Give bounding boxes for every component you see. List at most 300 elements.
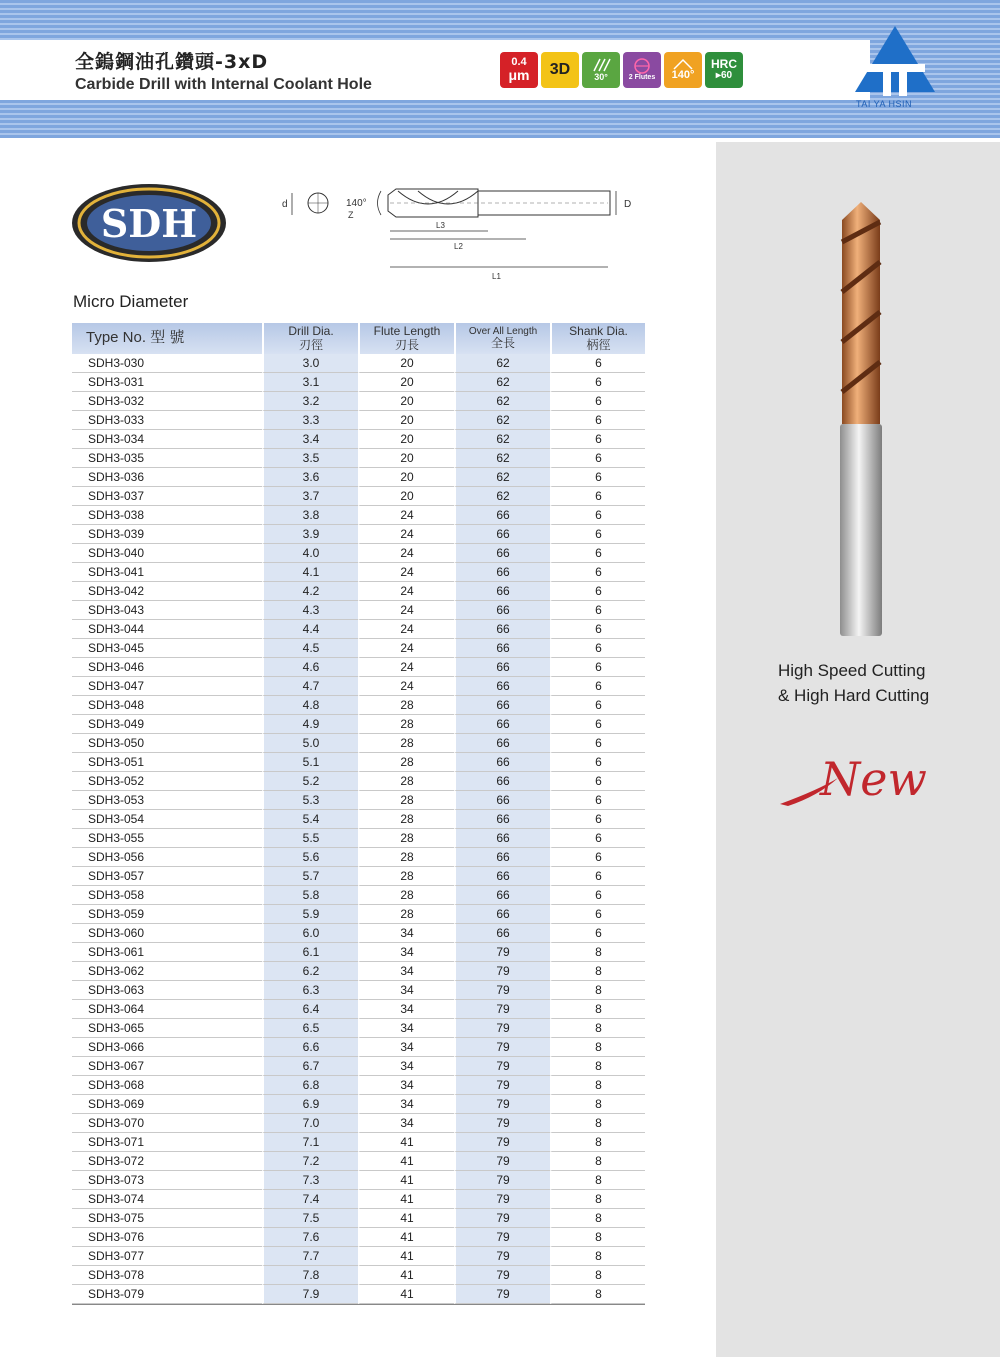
title-chinese: 全鎢鋼油孔鑽頭-3xD [75, 51, 269, 73]
cell-drill-dia: 3.4 [262, 430, 358, 449]
cell-overall-length: 79 [454, 1285, 550, 1304]
cell-overall-length: 66 [454, 563, 550, 582]
cell-type-no: SDH3-063 [72, 981, 262, 1000]
sdh-logo-text: SDH [100, 201, 198, 246]
table-row [72, 1228, 645, 1247]
cell-type-no: SDH3-061 [72, 943, 262, 962]
cell-overall-length: 62 [454, 392, 550, 411]
table-row [72, 1019, 645, 1038]
cell-flute-length: 24 [358, 563, 454, 582]
cell-shank-dia: 8 [550, 981, 645, 1000]
cell-type-no: SDH3-060 [72, 924, 262, 943]
cell-drill-dia: 6.7 [262, 1057, 358, 1076]
cell-shank-dia: 6 [550, 544, 645, 563]
cell-drill-dia: 3.6 [262, 468, 358, 487]
cell-shank-dia: 8 [550, 1057, 645, 1076]
diameter-label: d [282, 199, 288, 210]
cell-drill-dia: 4.5 [262, 639, 358, 658]
cell-shank-dia: 8 [550, 1228, 645, 1247]
cell-flute-length: 34 [358, 924, 454, 943]
table-row [72, 753, 645, 772]
table-row [72, 354, 645, 373]
drill-product-image [836, 202, 886, 638]
table-row [72, 1209, 645, 1228]
badge-text: 30° [594, 72, 608, 83]
table-row [72, 677, 645, 696]
cell-shank-dia: 8 [550, 1095, 645, 1114]
cell-type-no: SDH3-065 [72, 1019, 262, 1038]
cell-type-no: SDH3-051 [72, 753, 262, 772]
table-row [72, 620, 645, 639]
cell-drill-dia: 7.1 [262, 1133, 358, 1152]
cell-drill-dia: 5.6 [262, 848, 358, 867]
cell-shank-dia: 6 [550, 734, 645, 753]
cell-type-no: SDH3-070 [72, 1114, 262, 1133]
cell-type-no: SDH3-069 [72, 1095, 262, 1114]
cell-overall-length: 79 [454, 1076, 550, 1095]
cell-flute-length: 41 [358, 1209, 454, 1228]
cell-overall-length: 79 [454, 1209, 550, 1228]
drill-dimension-diagram [278, 183, 644, 283]
cell-shank-dia: 6 [550, 430, 645, 449]
cell-overall-length: 66 [454, 506, 550, 525]
cell-shank-dia: 8 [550, 1114, 645, 1133]
cell-type-no: SDH3-033 [72, 411, 262, 430]
cell-type-no: SDH3-057 [72, 867, 262, 886]
cell-overall-length: 66 [454, 867, 550, 886]
cell-shank-dia: 6 [550, 810, 645, 829]
cell-type-no: SDH3-047 [72, 677, 262, 696]
cell-shank-dia: 6 [550, 924, 645, 943]
cell-flute-length: 28 [358, 715, 454, 734]
cell-drill-dia: 3.3 [262, 411, 358, 430]
table-row [72, 582, 645, 601]
table-row [72, 525, 645, 544]
cell-type-no: SDH3-056 [72, 848, 262, 867]
cell-overall-length: 66 [454, 905, 550, 924]
cell-type-no: SDH3-066 [72, 1038, 262, 1057]
table-row [72, 373, 645, 392]
cell-flute-length: 34 [358, 1000, 454, 1019]
cell-flute-length: 41 [358, 1171, 454, 1190]
cell-overall-length: 66 [454, 715, 550, 734]
table-row [72, 544, 645, 563]
new-label: New [820, 752, 927, 806]
cell-overall-length: 66 [454, 582, 550, 601]
point-angle-badge-icon [664, 52, 702, 88]
cell-overall-length: 79 [454, 1152, 550, 1171]
cell-flute-length: 34 [358, 1057, 454, 1076]
cell-shank-dia: 8 [550, 1152, 645, 1171]
cell-shank-dia: 8 [550, 1038, 645, 1057]
cell-drill-dia: 7.8 [262, 1266, 358, 1285]
table-row [72, 867, 645, 886]
table-row [72, 962, 645, 981]
cell-shank-dia: 8 [550, 1190, 645, 1209]
cell-shank-dia: 6 [550, 563, 645, 582]
cell-drill-dia: 7.4 [262, 1190, 358, 1209]
cell-type-no: SDH3-055 [72, 829, 262, 848]
cell-shank-dia: 6 [550, 677, 645, 696]
table-row [72, 943, 645, 962]
cell-drill-dia: 7.5 [262, 1209, 358, 1228]
cell-overall-length: 79 [454, 981, 550, 1000]
header-shank-dia [550, 323, 645, 354]
cell-drill-dia: 4.7 [262, 677, 358, 696]
cell-flute-length: 41 [358, 1133, 454, 1152]
cell-overall-length: 79 [454, 1114, 550, 1133]
cell-overall-length: 79 [454, 1171, 550, 1190]
badge-text: 2 Flutes [628, 74, 656, 82]
table-row [72, 601, 645, 620]
table-row [72, 772, 645, 791]
badge-text: ▸60 [715, 70, 733, 82]
cell-overall-length: 79 [454, 1019, 550, 1038]
cell-shank-dia: 6 [550, 639, 645, 658]
cell-flute-length: 34 [358, 981, 454, 1000]
cell-drill-dia: 5.5 [262, 829, 358, 848]
cell-overall-length: 79 [454, 1000, 550, 1019]
cell-drill-dia: 5.4 [262, 810, 358, 829]
cell-shank-dia: 8 [550, 962, 645, 981]
badge-text: HRC [711, 57, 737, 72]
table-row [72, 905, 645, 924]
table-row [72, 1057, 645, 1076]
cell-type-no: SDH3-079 [72, 1285, 262, 1304]
cell-type-no: SDH3-040 [72, 544, 262, 563]
cell-drill-dia: 5.7 [262, 867, 358, 886]
helix-angle-badge-icon [582, 52, 620, 88]
header-text: Flute Length [373, 324, 441, 339]
cell-type-no: SDH3-030 [72, 354, 262, 373]
cell-shank-dia: 8 [550, 1266, 645, 1285]
badge-text: μm [508, 67, 530, 84]
cell-drill-dia: 5.0 [262, 734, 358, 753]
table-row [72, 658, 645, 677]
cell-shank-dia: 6 [550, 848, 645, 867]
table-row [72, 734, 645, 753]
cell-flute-length: 20 [358, 392, 454, 411]
cell-drill-dia: 5.9 [262, 905, 358, 924]
cell-overall-length: 66 [454, 696, 550, 715]
cell-flute-length: 20 [358, 411, 454, 430]
cell-flute-length: 28 [358, 791, 454, 810]
table-row [72, 1000, 645, 1019]
cell-drill-dia: 4.8 [262, 696, 358, 715]
section-title: Micro Diameter [73, 292, 189, 311]
cell-flute-length: 28 [358, 772, 454, 791]
cell-overall-length: 79 [454, 943, 550, 962]
cell-type-no: SDH3-052 [72, 772, 262, 791]
cell-shank-dia: 6 [550, 658, 645, 677]
l2-label: L2 [454, 242, 463, 251]
cell-overall-length: 79 [454, 1038, 550, 1057]
cell-flute-length: 28 [358, 734, 454, 753]
cell-shank-dia: 8 [550, 1285, 645, 1304]
flutes-label: Z [348, 210, 354, 220]
table-row [72, 392, 645, 411]
cell-flute-length: 28 [358, 753, 454, 772]
cell-flute-length: 24 [358, 525, 454, 544]
cell-flute-length: 41 [358, 1285, 454, 1304]
cell-overall-length: 79 [454, 1266, 550, 1285]
table-row [72, 430, 645, 449]
cell-overall-length: 66 [454, 753, 550, 772]
cell-shank-dia: 6 [550, 715, 645, 734]
cell-flute-length: 20 [358, 430, 454, 449]
cell-type-no: SDH3-054 [72, 810, 262, 829]
title-english: Carbide Drill with Internal Coolant Hole [75, 76, 372, 93]
cell-flute-length: 20 [358, 354, 454, 373]
cell-drill-dia: 4.3 [262, 601, 358, 620]
cell-drill-dia: 3.9 [262, 525, 358, 544]
table-row [72, 411, 645, 430]
cell-shank-dia: 6 [550, 696, 645, 715]
cell-type-no: SDH3-041 [72, 563, 262, 582]
cell-type-no: SDH3-035 [72, 449, 262, 468]
cell-flute-length: 41 [358, 1190, 454, 1209]
cell-type-no: SDH3-049 [72, 715, 262, 734]
table-row [72, 563, 645, 582]
cell-drill-dia: 7.6 [262, 1228, 358, 1247]
table-row [72, 1266, 645, 1285]
cell-shank-dia: 6 [550, 468, 645, 487]
cell-flute-length: 24 [358, 658, 454, 677]
cell-overall-length: 66 [454, 601, 550, 620]
cell-overall-length: 66 [454, 848, 550, 867]
cell-drill-dia: 6.8 [262, 1076, 358, 1095]
cell-type-no: SDH3-071 [72, 1133, 262, 1152]
cell-drill-dia: 3.7 [262, 487, 358, 506]
cell-drill-dia: 7.9 [262, 1285, 358, 1304]
table-row [72, 715, 645, 734]
cell-drill-dia: 5.1 [262, 753, 358, 772]
cell-type-no: SDH3-038 [72, 506, 262, 525]
cell-type-no: SDH3-075 [72, 1209, 262, 1228]
cell-flute-length: 34 [358, 1019, 454, 1038]
hrc-badge-icon [705, 52, 743, 88]
l3-label: L3 [436, 221, 445, 230]
spec-table [72, 323, 645, 1305]
cell-type-no: SDH3-059 [72, 905, 262, 924]
cell-flute-length: 34 [358, 943, 454, 962]
cell-flute-length: 20 [358, 449, 454, 468]
cell-shank-dia: 6 [550, 601, 645, 620]
cell-shank-dia: 6 [550, 525, 645, 544]
cell-overall-length: 66 [454, 810, 550, 829]
cell-flute-length: 28 [358, 867, 454, 886]
cell-shank-dia: 6 [550, 753, 645, 772]
cell-overall-length: 66 [454, 886, 550, 905]
feature-text [778, 658, 929, 708]
cell-flute-length: 34 [358, 1095, 454, 1114]
table-row [72, 886, 645, 905]
cell-flute-length: 24 [358, 506, 454, 525]
cell-overall-length: 66 [454, 829, 550, 848]
header-text: Drill Dia. [288, 324, 334, 339]
table-row [72, 829, 645, 848]
cell-shank-dia: 8 [550, 1209, 645, 1228]
cell-drill-dia: 3.0 [262, 354, 358, 373]
cell-type-no: SDH3-045 [72, 639, 262, 658]
cell-flute-length: 34 [358, 1076, 454, 1095]
cell-shank-dia: 6 [550, 411, 645, 430]
cell-drill-dia: 5.2 [262, 772, 358, 791]
cell-shank-dia: 6 [550, 791, 645, 810]
cell-flute-length: 24 [358, 639, 454, 658]
cell-flute-length: 41 [358, 1228, 454, 1247]
cell-drill-dia: 4.9 [262, 715, 358, 734]
cell-drill-dia: 6.1 [262, 943, 358, 962]
cell-drill-dia: 6.6 [262, 1038, 358, 1057]
header-text: Type No. 型 號 [86, 329, 185, 347]
table-row [72, 506, 645, 525]
cell-type-no: SDH3-064 [72, 1000, 262, 1019]
table-row [72, 1285, 645, 1304]
cell-type-no: SDH3-068 [72, 1076, 262, 1095]
l1-label: L1 [492, 272, 501, 281]
cell-overall-length: 62 [454, 354, 550, 373]
precision-badge-icon [500, 52, 538, 88]
cell-drill-dia: 3.1 [262, 373, 358, 392]
table-row [72, 1152, 645, 1171]
cell-flute-length: 28 [358, 905, 454, 924]
table-row [72, 696, 645, 715]
cell-type-no: SDH3-032 [72, 392, 262, 411]
table-row [72, 1038, 645, 1057]
cell-drill-dia: 7.0 [262, 1114, 358, 1133]
cell-type-no: SDH3-044 [72, 620, 262, 639]
cell-type-no: SDH3-058 [72, 886, 262, 905]
flutes-badge-icon [623, 52, 661, 88]
cell-flute-length: 28 [358, 696, 454, 715]
cell-type-no: SDH3-076 [72, 1228, 262, 1247]
cell-overall-length: 66 [454, 525, 550, 544]
spec-table-header [72, 323, 645, 354]
cell-overall-length: 79 [454, 1133, 550, 1152]
table-row [72, 1190, 645, 1209]
cell-flute-length: 28 [358, 886, 454, 905]
feature-line: High Speed Cutting [778, 661, 926, 680]
table-row [72, 1171, 645, 1190]
cell-drill-dia: 4.0 [262, 544, 358, 563]
cell-overall-length: 62 [454, 411, 550, 430]
cell-shank-dia: 8 [550, 1247, 645, 1266]
sdh-series-logo-icon [70, 182, 228, 264]
cell-flute-length: 28 [358, 810, 454, 829]
cell-overall-length: 66 [454, 677, 550, 696]
cell-flute-length: 28 [358, 829, 454, 848]
header-text: Over All Length [468, 326, 538, 338]
table-row [72, 1076, 645, 1095]
table-row [72, 1114, 645, 1133]
table-row [72, 1133, 645, 1152]
cell-overall-length: 66 [454, 658, 550, 677]
table-row [72, 1247, 645, 1266]
header-text: 全長 [490, 336, 515, 351]
cell-type-no: SDH3-074 [72, 1190, 262, 1209]
cell-flute-length: 20 [358, 468, 454, 487]
cell-overall-length: 66 [454, 772, 550, 791]
cell-shank-dia: 6 [550, 506, 645, 525]
cell-type-no: SDH3-062 [72, 962, 262, 981]
cell-type-no: SDH3-042 [72, 582, 262, 601]
cell-overall-length: 62 [454, 487, 550, 506]
helix-icon [591, 57, 611, 73]
cell-shank-dia: 6 [550, 772, 645, 791]
cell-drill-dia: 3.8 [262, 506, 358, 525]
feature-badges [500, 52, 743, 88]
cell-drill-dia: 6.0 [262, 924, 358, 943]
cell-overall-length: 79 [454, 1095, 550, 1114]
header-text: 柄徑 [586, 337, 611, 352]
3d-badge-icon [541, 52, 579, 88]
cell-flute-length: 34 [358, 1038, 454, 1057]
cell-shank-dia: 6 [550, 449, 645, 468]
cell-drill-dia: 6.5 [262, 1019, 358, 1038]
flute-icon [633, 58, 651, 74]
table-row [72, 1095, 645, 1114]
cell-drill-dia: 5.3 [262, 791, 358, 810]
cell-type-no: SDH3-078 [72, 1266, 262, 1285]
cell-shank-dia: 6 [550, 392, 645, 411]
cell-type-no: SDH3-036 [72, 468, 262, 487]
table-row [72, 639, 645, 658]
cell-shank-dia: 6 [550, 886, 645, 905]
table-row [72, 810, 645, 829]
header-text: 刃徑 [298, 337, 323, 352]
header-drill-dia [262, 323, 358, 354]
cell-overall-length: 62 [454, 430, 550, 449]
cell-drill-dia: 6.2 [262, 962, 358, 981]
table-row [72, 468, 645, 487]
cell-overall-length: 66 [454, 620, 550, 639]
cell-flute-length: 24 [358, 677, 454, 696]
cell-flute-length: 24 [358, 544, 454, 563]
feature-line: & High Hard Cutting [778, 686, 930, 705]
cell-overall-length: 79 [454, 1057, 550, 1076]
badge-text: 140° [671, 69, 695, 82]
cell-flute-length: 28 [358, 848, 454, 867]
cell-drill-dia: 4.6 [262, 658, 358, 677]
cell-shank-dia: 6 [550, 354, 645, 373]
cell-drill-dia: 7.3 [262, 1171, 358, 1190]
cell-shank-dia: 6 [550, 373, 645, 392]
cell-type-no: SDH3-034 [72, 430, 262, 449]
point-angle-label: 140° [346, 198, 367, 209]
cell-shank-dia: 8 [550, 943, 645, 962]
cell-overall-length: 79 [454, 1247, 550, 1266]
header-text: 刃長 [394, 337, 419, 352]
cell-flute-length: 34 [358, 962, 454, 981]
cell-overall-length: 79 [454, 1190, 550, 1209]
table-row [72, 924, 645, 943]
cell-drill-dia: 6.4 [262, 1000, 358, 1019]
header-type-no [72, 323, 262, 354]
cell-overall-length: 66 [454, 924, 550, 943]
table-row [72, 449, 645, 468]
cell-overall-length: 62 [454, 373, 550, 392]
cell-drill-dia: 6.3 [262, 981, 358, 1000]
cell-flute-length: 24 [358, 620, 454, 639]
cell-overall-length: 66 [454, 639, 550, 658]
cell-shank-dia: 8 [550, 1076, 645, 1095]
cell-drill-dia: 7.7 [262, 1247, 358, 1266]
cell-shank-dia: 6 [550, 620, 645, 639]
table-row [72, 848, 645, 867]
cell-type-no: SDH3-067 [72, 1057, 262, 1076]
header-flute-length [358, 323, 454, 354]
